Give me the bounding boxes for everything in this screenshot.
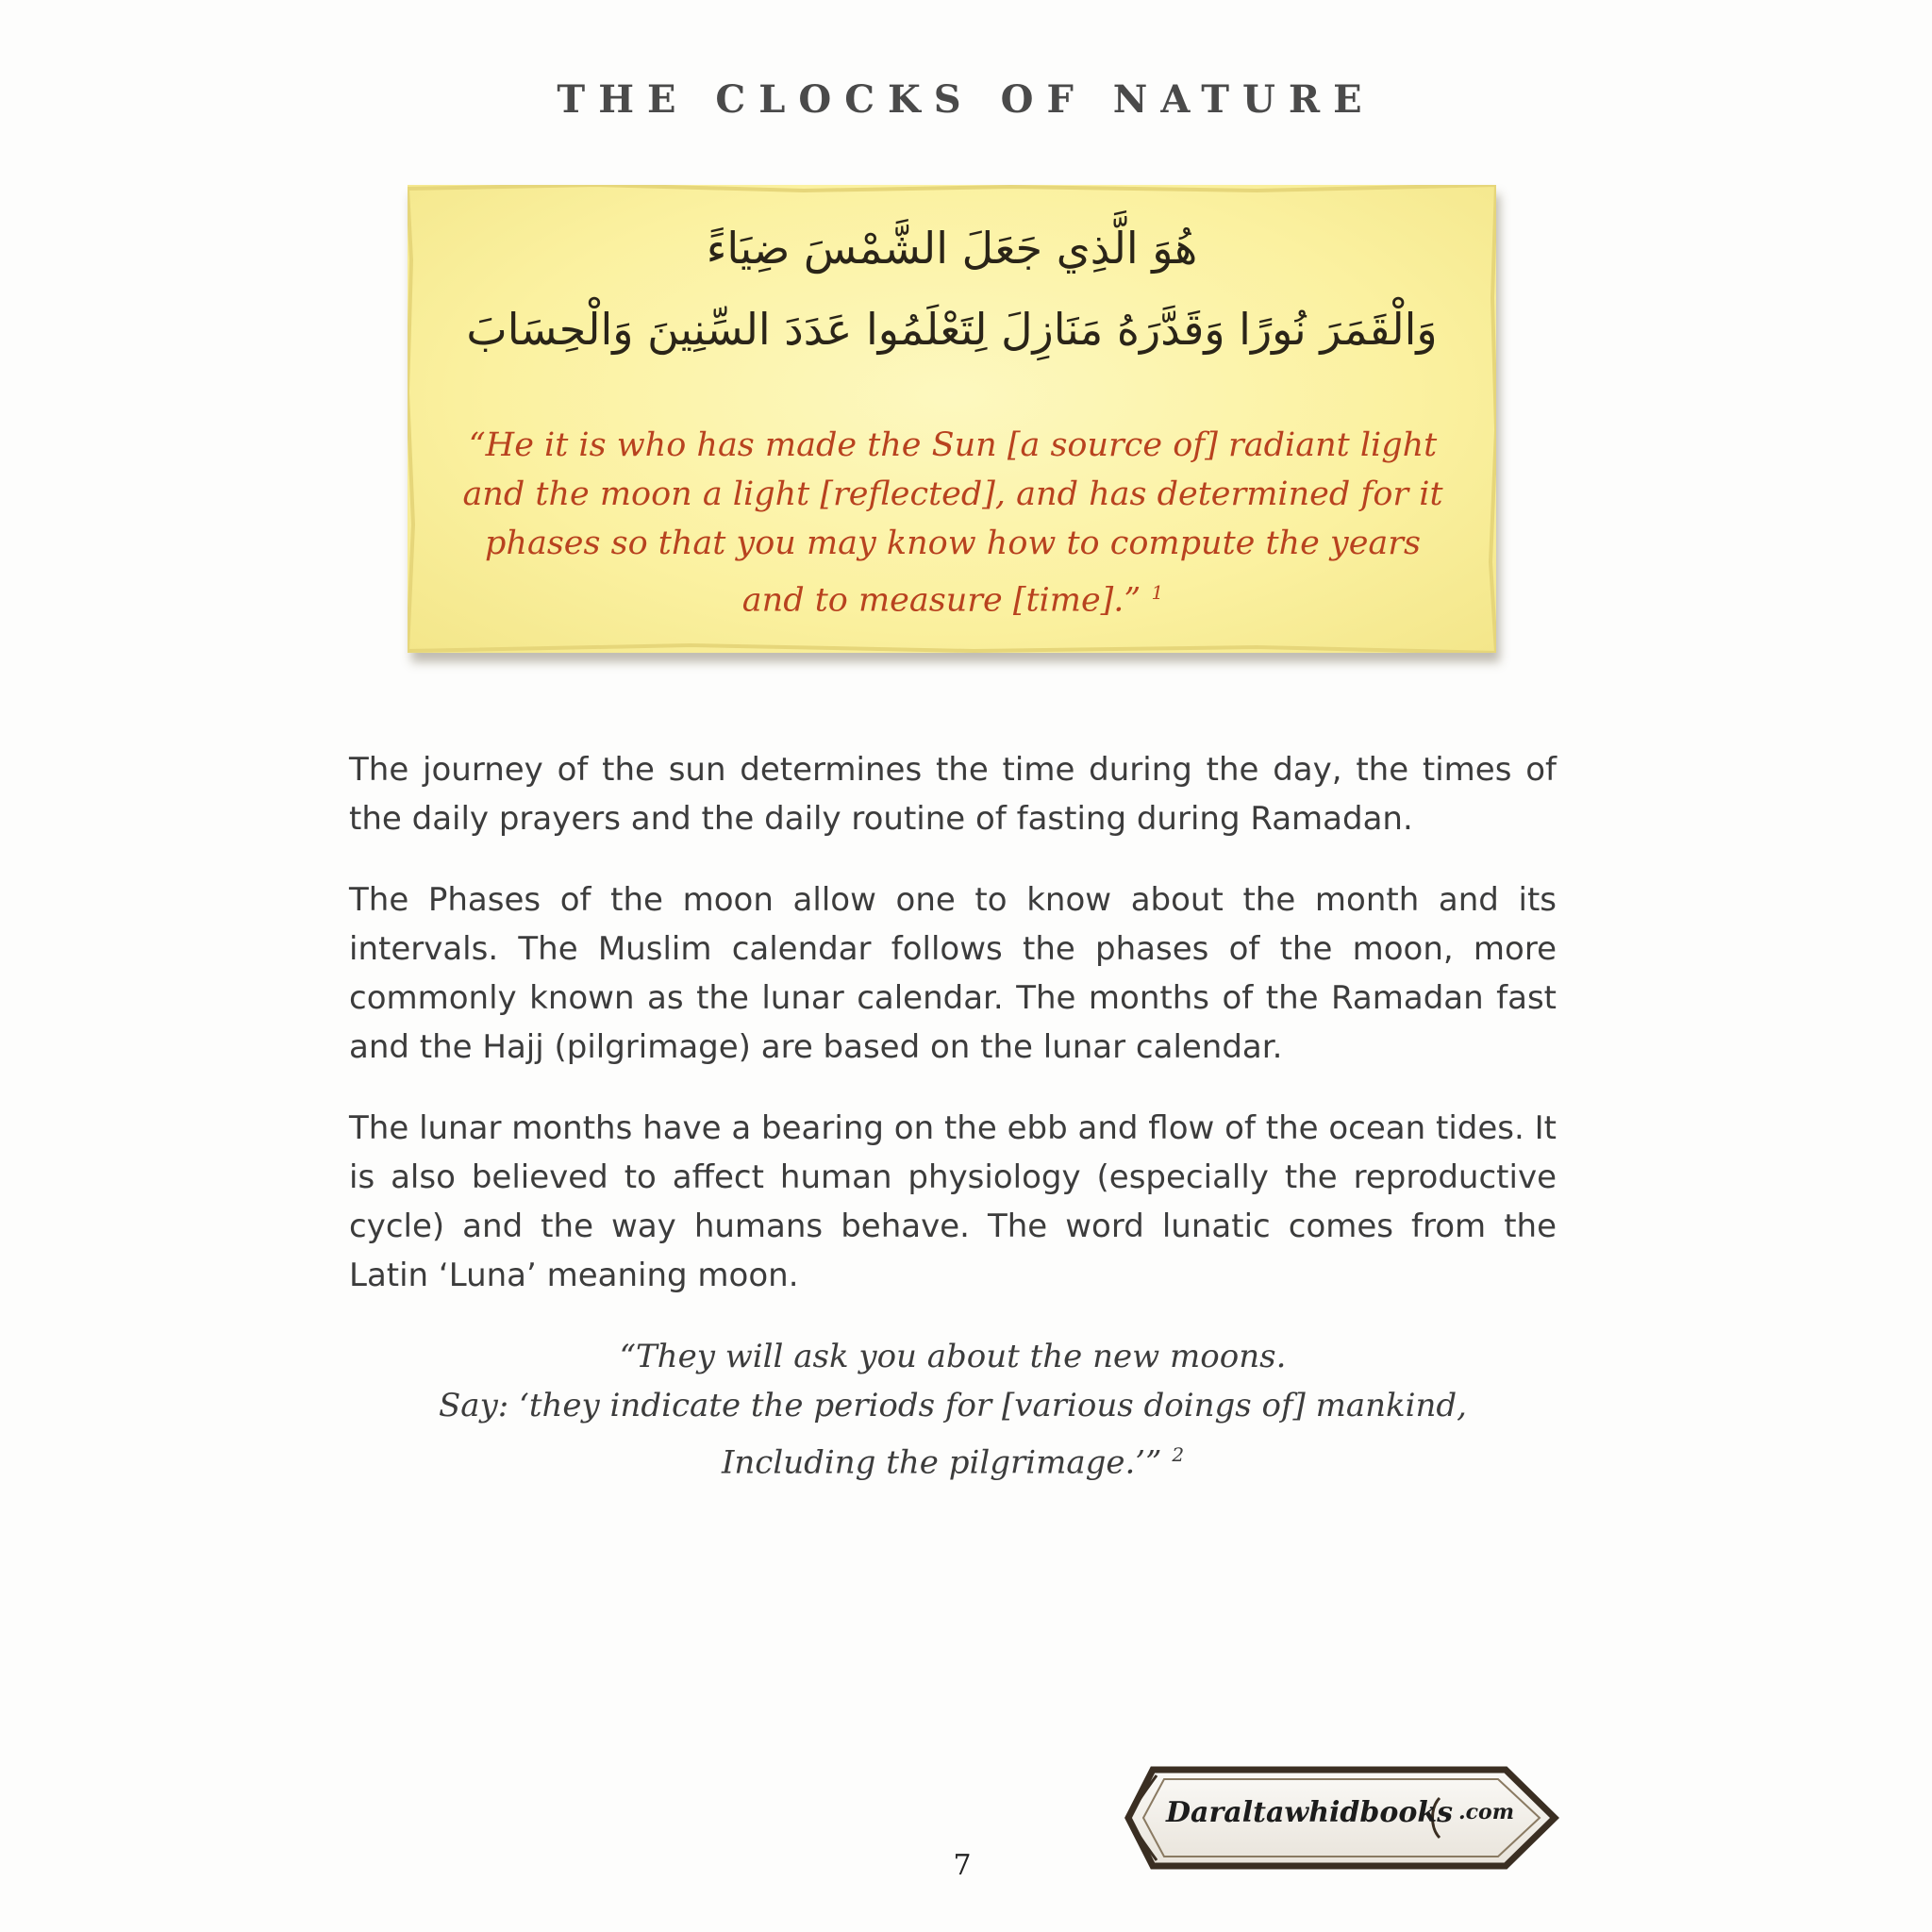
footnote-ref-1: 1 [1151,581,1164,604]
verse-translation [462,421,1443,625]
quote-line-3 [349,1430,1557,1487]
quote-line-3-text: Including the pilgrimage.’” [721,1443,1162,1482]
translation-line-3: phases so that you may know how to compute the years [485,525,1421,562]
paragraph-moon-phases: The Phases of the moon allow one to know about the month and its intervals. The Muslim calendar follows the phases of the moon, more commonly known as the lunar calendar. The months of the Ramadan fast and the Hajj (pilgrimage) are based on the lunar calendar. [349,881,1557,1066]
arabic-verse-line-1: هُوَ الَّذِي جَعَلَ الشَّمْسَ ضِيَاءً [706,223,1198,274]
footnote-ref-2: 2 [1172,1443,1185,1466]
paragraph-sun: The journey of the sun determines the time during the day, the times of the daily prayers and the daily routine of fasting during Ramadan. [349,751,1557,838]
watermark-name: Daraltawhidbooks [1166,1796,1454,1829]
watermark-suffix: .com [1458,1800,1515,1824]
translation-line-4 [462,568,1443,625]
translation-line-2: and the moon a light [reflected], and has determined for it [462,475,1443,513]
translation-line-4-text: and to measure [time].” [741,581,1141,620]
running-title: THE CLOCKS OF NATURE [557,77,1375,122]
translation-line-1: “He it is who has made the Sun [a source of] radiant light [468,426,1438,464]
quote-block [349,1332,1557,1487]
page-number: 7 [953,1849,972,1882]
arabic-verse-line-2: وَالْقَمَرَ نُورًا وَقَدَّرَهُ مَنَازِلَ لِتَعْلَمُوا عَدَدَ السِّنِينَ وَالْحِسَابَ [466,304,1438,355]
paragraph-lunar-months: The lunar months have a bearing on the ebb and flow of the ocean tides. It is also believed to affect human physiology (especially the reproductive cycle) and the way humans behave. The word lunatic comes from the Latin ‘Luna’ meaning moon. [349,1109,1557,1294]
quote-line-2: Say: ‘they indicate the periods for [various doings of] mankind, [439,1387,1467,1424]
quote-line-1: “They will ask you about the new moons. [619,1338,1287,1375]
